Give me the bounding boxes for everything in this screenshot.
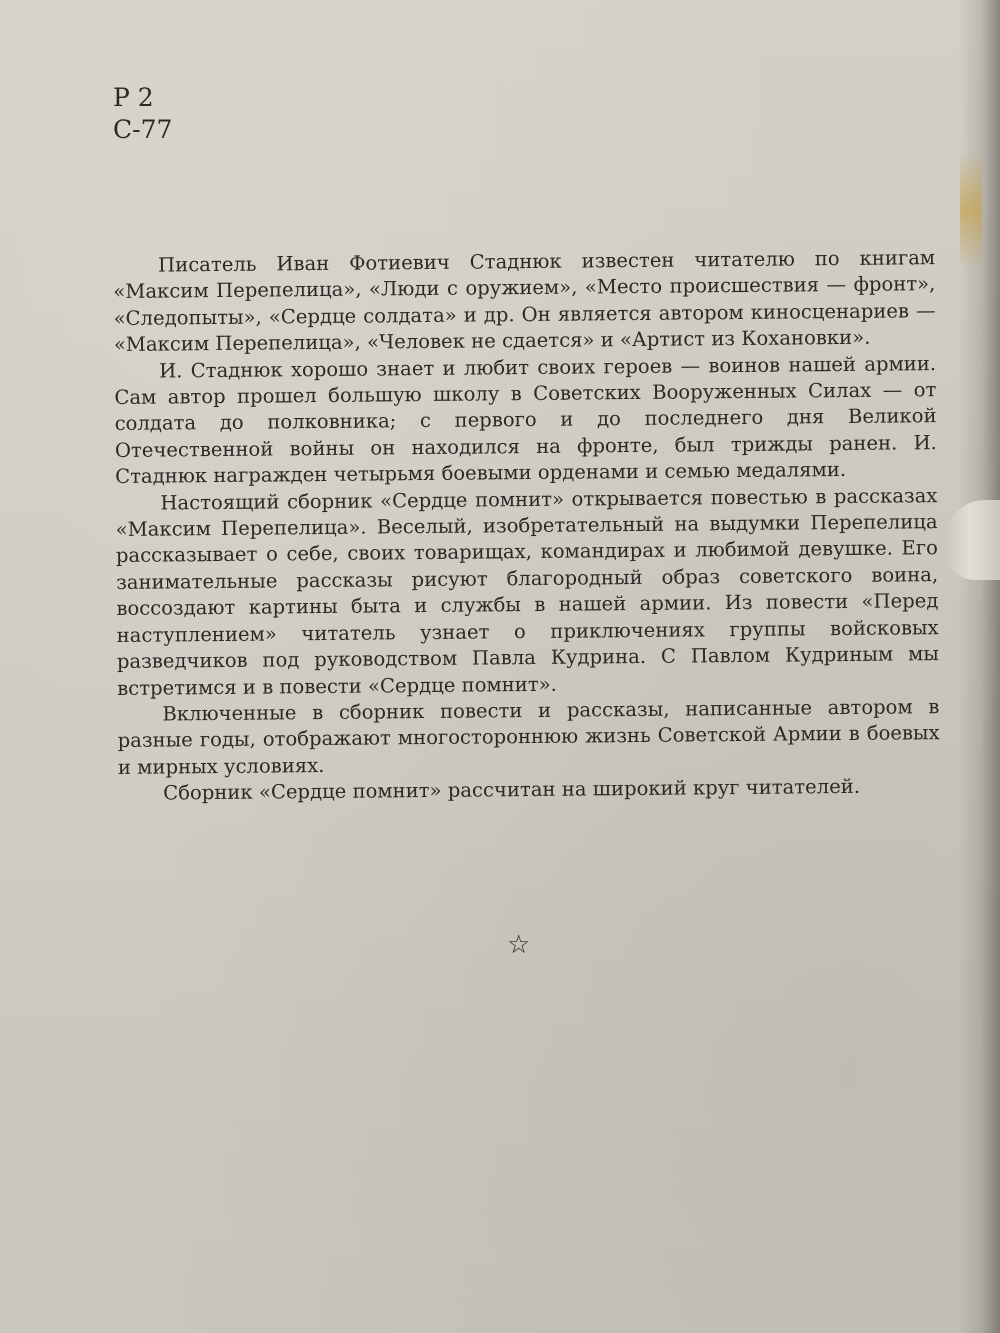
annotation-text xyxy=(113,245,940,807)
paragraph-collection-contents: Настоящий сборник «Сердце помнит» открывается повестью в рассказах «Максим Перепелица». Веселый, изобретательный на выдумки Перепелица рассказывает о себе, своих товарищах, командирах и любимой девушке. Его занимательные рассказы рисуют благородный образ советского воина, воссоздают картины быта и службы в нашей армии. Из повести «Перед наступлением» читатель узнает о приключениях группы войсковых разведчиков под руководством Павла Кудрина. С Павлом Кудриным мы встретимся и в повести «Сердце помнит». xyxy=(115,483,939,700)
page-stain xyxy=(960,150,982,270)
paragraph-author-biography: И. Стаднюк хорошо знает и любит своих героев — воинов нашей армии. Сам автор прошел большую школу в Советских Вооруженных Силах — от солдата до полковника; с первого и до последнего дня Великой Отечественной войны он находился на фронте, был трижды ранен. И. Стаднюк награжден четырьмя боевыми орденами и семью медалями. xyxy=(114,351,937,489)
author-mark: С-77 xyxy=(113,115,173,144)
library-classification xyxy=(113,82,172,146)
paragraph-audience: Сборник «Сердце помнит» рассчитан на широкий круг читателей. xyxy=(163,774,861,805)
classification-code: Р 2 xyxy=(113,83,154,112)
paragraph-collection-summary: Включенные в сборник повести и рассказы, написанные автором в разные годы, отображают многостороннюю жизнь Советской Армии в боевых и мирных условиях. xyxy=(117,694,940,779)
page-tear xyxy=(945,500,1000,580)
star-outline-icon: ☆ xyxy=(507,930,531,960)
paragraph-about-author: Писатель Иван Фотиевич Стаднюк известен читателю по книгам «Максим Перепелица», «Люди с оружием», «Место происшествия — фронт», «Следопыты», «Сердце солдата» и др. Он является автором киносценариев — «Максим Перепелица», «Человек не сдается» и «Артист из Кохановки». xyxy=(113,246,936,357)
